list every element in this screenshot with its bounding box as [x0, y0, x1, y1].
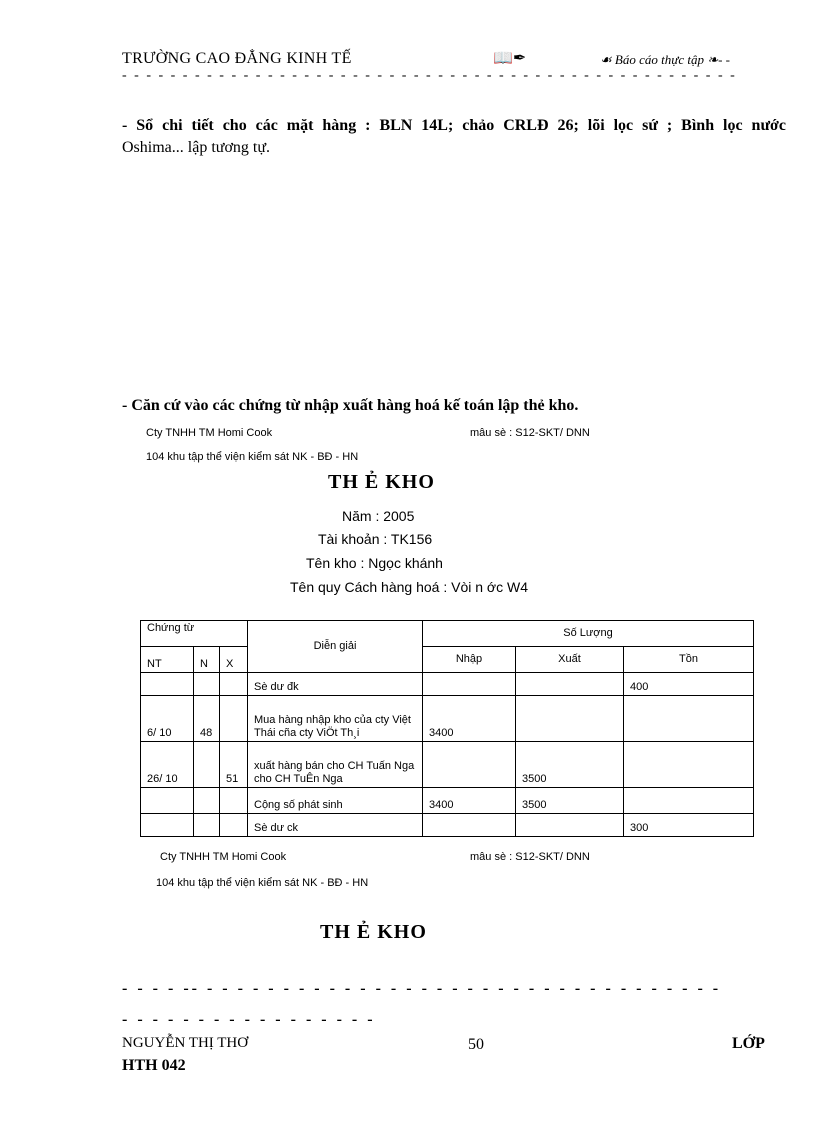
cell-nt: [141, 788, 194, 814]
header-chung-tu: Chứng từ: [141, 621, 248, 647]
card1-store: Tên kho : Ngọc khánh: [306, 555, 443, 571]
header-nhap: Nhập: [423, 647, 516, 673]
cell-ton: 400: [624, 673, 754, 696]
card1-title: TH Ẻ KHO: [328, 471, 435, 493]
cell-dien-giai: Cộng số phát sinh: [248, 788, 423, 814]
table-row: [141, 742, 754, 788]
cell-xuat: 3500: [516, 742, 624, 788]
cell-nhap: [423, 742, 516, 788]
card2-title: TH Ẻ KHO: [320, 921, 427, 943]
cell-nt: 6/ 10: [141, 696, 194, 742]
cell-x: [220, 673, 248, 696]
card2-company: Cty TNHH TM Homi Cook: [160, 851, 287, 863]
header-so-luong: Số Lượng: [423, 621, 754, 647]
cell-xuat: [516, 696, 624, 742]
cell-n: [194, 788, 220, 814]
table-row: [141, 673, 754, 696]
cell-n: 48: [194, 696, 220, 742]
book-pen-icon: 📖✒: [493, 50, 527, 67]
cell-nhap: 3400: [423, 696, 516, 742]
para1-line1: - Sổ chi tiết cho các mặt hàng : BLN 14L; chảo CRLĐ 26; lõi lọc sứ ; Bình lọc nước: [122, 117, 786, 134]
card1-spec: Tên quy Cách hàng hoá : Vòi n ớc W4: [290, 579, 528, 595]
cell-ton: [624, 696, 754, 742]
footer-divider-2: - - - - - - - - - - - - - - - - -: [122, 1011, 376, 1028]
cell-ton: [624, 742, 754, 788]
cell-xuat: [516, 673, 624, 696]
card1-address: 104 khu tập thể viện kiểm sát NK - BĐ - HN: [146, 451, 359, 463]
cell-x: [220, 696, 248, 742]
card1-form: mâu sè : S12-SKT/ DNN: [470, 427, 590, 439]
para2: - Căn cứ vào các chứng từ nhập xuất hàng hoá kế toán lập thẻ kho.: [122, 397, 579, 414]
footer-lop: LỚP: [732, 1035, 765, 1052]
cell-ton: [624, 788, 754, 814]
cell-dien-giai: Sè dư đk: [248, 673, 423, 696]
header-school: TRƯỜNG CAO ĐẲNG KINH TẾ: [122, 50, 352, 67]
cell-x: [220, 788, 248, 814]
cell-nt: [141, 673, 194, 696]
header-x: X: [220, 647, 248, 673]
cell-nhap: [423, 814, 516, 837]
header-dien-giai: Diễn giải: [248, 621, 423, 673]
cell-nhap: [423, 673, 516, 696]
cell-nt: [141, 814, 194, 837]
cell-x: [220, 814, 248, 837]
footer-author: NGUYỄN THỊ THƠ: [122, 1035, 249, 1051]
footer-class: HTH 042: [122, 1057, 186, 1074]
cell-xuat: [516, 814, 624, 837]
footer-divider-1: - - - - -- - - - - - - - - - - - - - - - - - - - - - - - - - - - - - - - - - -: [122, 980, 722, 997]
header-report: ☙ Báo cáo thực tập ❧- -: [600, 52, 730, 67]
card1-account: Tài khoản : TK156: [318, 531, 433, 547]
header-ton: Tồn: [624, 647, 754, 673]
page-number: 50: [468, 1036, 484, 1053]
card2-address: 104 khu tập thể viện kiểm sát NK - BĐ - HN: [156, 877, 369, 889]
cell-nhap: 3400: [423, 788, 516, 814]
stock-card-table: [140, 620, 754, 837]
cell-n: [194, 814, 220, 837]
cell-dien-giai: Mua hàng nhập kho của cty Việt Thái cña cty ViÖt Th¸i: [248, 696, 423, 742]
cell-xuat: 3500: [516, 788, 624, 814]
table-row: [141, 788, 754, 814]
table-row: [141, 814, 754, 837]
cell-dien-giai: xuất hàng bán cho CH Tuấn Nga cho CH TuÊn Nga: [248, 742, 423, 788]
table-row: [141, 696, 754, 742]
cell-ton: 300: [624, 814, 754, 837]
card1-year: Năm : 2005: [342, 508, 415, 524]
header-divider: - - - - - - - - - - - - - - - - - - - - - - - - - - - - - - - - - - - - - - - - - - - - - - - - - - -: [122, 68, 737, 83]
header-nt: NT: [141, 647, 194, 673]
cell-x: 51: [220, 742, 248, 788]
para1-line2: Oshima... lập tương tự.: [122, 139, 271, 156]
cell-n: [194, 742, 220, 788]
cell-dien-giai: Sè dư ck: [248, 814, 423, 837]
card2-form: mâu sè : S12-SKT/ DNN: [470, 851, 590, 863]
header-xuat: Xuất: [516, 647, 624, 673]
cell-nt: 26/ 10: [141, 742, 194, 788]
header-n: N: [194, 647, 220, 673]
cell-n: [194, 673, 220, 696]
card1-company: Cty TNHH TM Homi Cook: [146, 427, 273, 439]
